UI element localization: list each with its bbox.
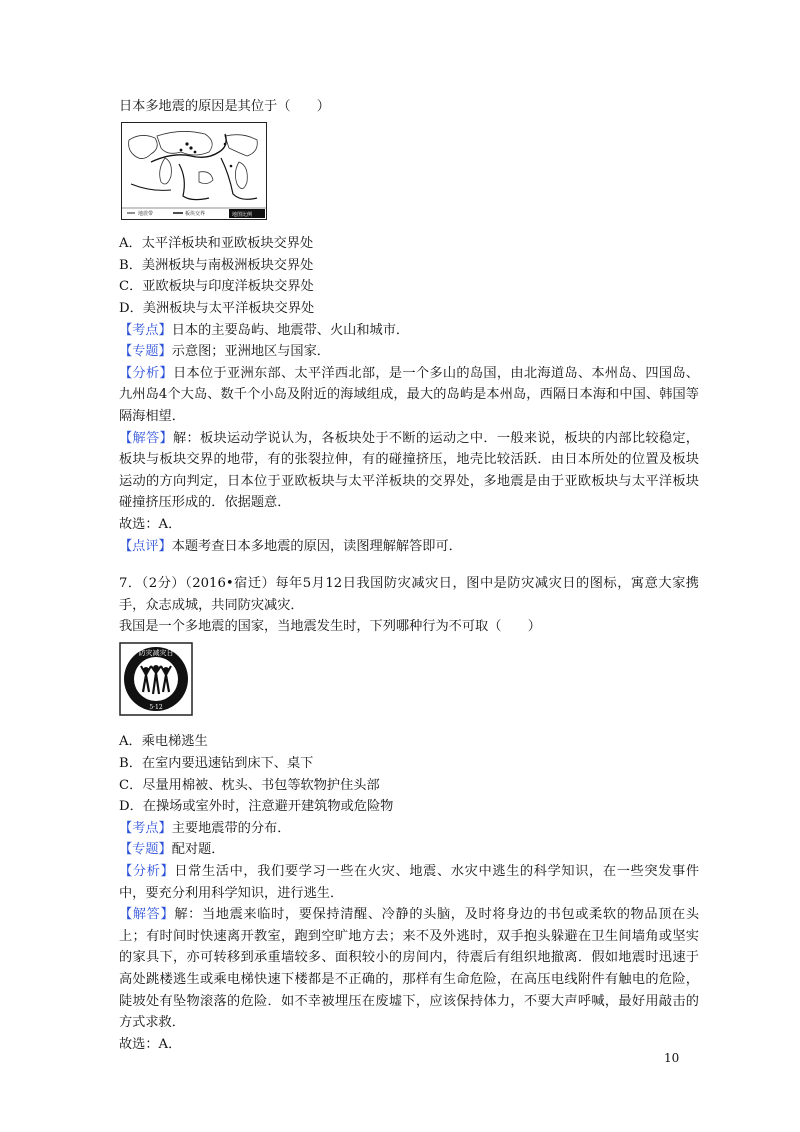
zhuanti-tag: 【专题】 xyxy=(119,344,172,360)
q6-zhuanti-text: 示意图；亚洲地区与国家． xyxy=(171,344,330,360)
dianping-tag: 【点评】 xyxy=(119,538,172,554)
jieda-tag: 【解答】 xyxy=(119,907,175,923)
q7-fenxi-text: 日常生活中，我们要学习一些在火灾、地震、水灾中逃生的科学知识，在一些突发事件中，要充分利用科学知识，进行逃生． xyxy=(119,864,700,901)
page-number: 10 xyxy=(664,1051,680,1065)
q7-jieda xyxy=(119,904,699,1034)
kaodian-tag: 【考点】 xyxy=(119,820,172,836)
q6-fenxi xyxy=(119,363,699,428)
disaster-prevention-logo-figure xyxy=(119,642,193,716)
q6-zhuanti xyxy=(119,341,699,363)
logo-top-text: 防灾减灾日 xyxy=(138,648,174,657)
fenxi-tag: 【分析】 xyxy=(119,365,173,381)
q6-dianping-text: 本题考查日本多地震的原因，读图理解解答即可． xyxy=(171,538,462,554)
q7-answer: 故选：A． xyxy=(119,1036,182,1052)
q7-option-a: A．乘电梯逃生 xyxy=(119,734,208,750)
logo-bottom-text: 5·12 xyxy=(149,703,163,711)
q7-zhuanti-text: 配对题． xyxy=(171,842,225,858)
q7-kaodian xyxy=(119,818,699,840)
zhuanti-tag: 【专题】 xyxy=(119,842,172,858)
map-legend-3: 地图比例 xyxy=(232,211,253,218)
q7-option-c: C．尽量用棉被、枕头、书包等软物护住头部 xyxy=(119,777,380,793)
q6-dianping xyxy=(119,536,699,558)
q6-option-b: B．美洲板块与南极洲板块交界处 xyxy=(119,257,314,273)
q7-option-d: D．在操场或室外时，注意避开建筑物或危险物 xyxy=(119,799,394,815)
q6-answer: 故选：A． xyxy=(119,516,182,532)
map-legend-2: 板块交界 xyxy=(185,210,206,217)
q6-option-c: C．亚欧板块与印度洋板块交界处 xyxy=(119,279,314,295)
q7-jieda-text: 解：当地震来临时，要保持清醒、冷静的头脑，及时将身边的书包或柔软的物品顶在头上；有时间时快速离开教室，跑到空旷地方去；来不及外逃时，双手抱头躲避在卫生间墙角或坚实的家具下，亦可转移到承重墙较多、面积较小的房间内，待震后有组织地撤离．假如地震时迅速于高处跳楼逃生或乘电梯快速下楼都是不正确的，那样有生命危险，在高压电线附件有触电的危险，陡坡处有坠物滚落的危险．如不幸被埋压在废墟下，应该保持体力，不要大声呼喊，最好用敲击的方式求救． xyxy=(119,907,700,1031)
q6-fenxi-text: 日本位于亚洲东部、太平洋西北部，是一个多山的岛国，由北海道岛、本州岛、四国岛、九州岛4个大岛、数千个小岛及附近的海域组成，最大的岛屿是本州岛，西隔日本海和中国、韩国等隔海相望． xyxy=(119,365,699,424)
q7-stem-1: 7．（2分）（2016•宿迁）每年5月12日我国防灾减灾日，图中是防灾减灾日的图标，寓意大家携手，众志成城，共同防灾减灾． xyxy=(119,576,699,613)
q6-jieda-text: 解：板块运动学说认为，各板块处于不断的运动之中．一般来说，板块的内部比较稳定，板块与板块交界的地带，有的张裂拉伸，有的碰撞挤压，地壳比较活跃．由日本所处的位置及板块运动的方向判定，日本位于亚欧板块与太平洋板块的交界处，多地震是由于亚欧板块与太平洋板块碰撞挤压形成的．依据题意． xyxy=(119,430,699,511)
q7-kaodian-text: 主要地震带的分布． xyxy=(171,820,291,836)
fenxi-tag: 【分析】 xyxy=(119,864,175,880)
q6-option-a: A．太平洋板块和亚欧板块交界处 xyxy=(119,236,314,252)
kaodian-tag: 【考点】 xyxy=(119,322,172,338)
q7-stem-2: 我国是一个多地震的国家，当地震发生时，下列哪种行为不可取（ ） xyxy=(119,619,541,635)
q7-zhuanti xyxy=(119,839,699,861)
document-page xyxy=(119,96,699,1055)
q6-stem: 日本多地震的原因是其位于（ ） xyxy=(119,99,330,114)
jieda-tag: 【解答】 xyxy=(119,430,173,446)
world-plate-map-figure xyxy=(121,122,267,220)
q6-kaodian-text: 日本的主要岛屿、地震带、火山和城市． xyxy=(171,322,410,338)
q6-option-d: D．美洲板块与太平洋板块交界处 xyxy=(119,300,315,316)
q6-kaodian xyxy=(119,320,699,342)
q7-fenxi xyxy=(119,861,699,904)
q6-jieda xyxy=(119,428,699,514)
map-legend-1: 地震带 xyxy=(138,210,154,217)
q7-option-b: B．在室内要迅速钻到床下、桌下 xyxy=(119,756,314,772)
